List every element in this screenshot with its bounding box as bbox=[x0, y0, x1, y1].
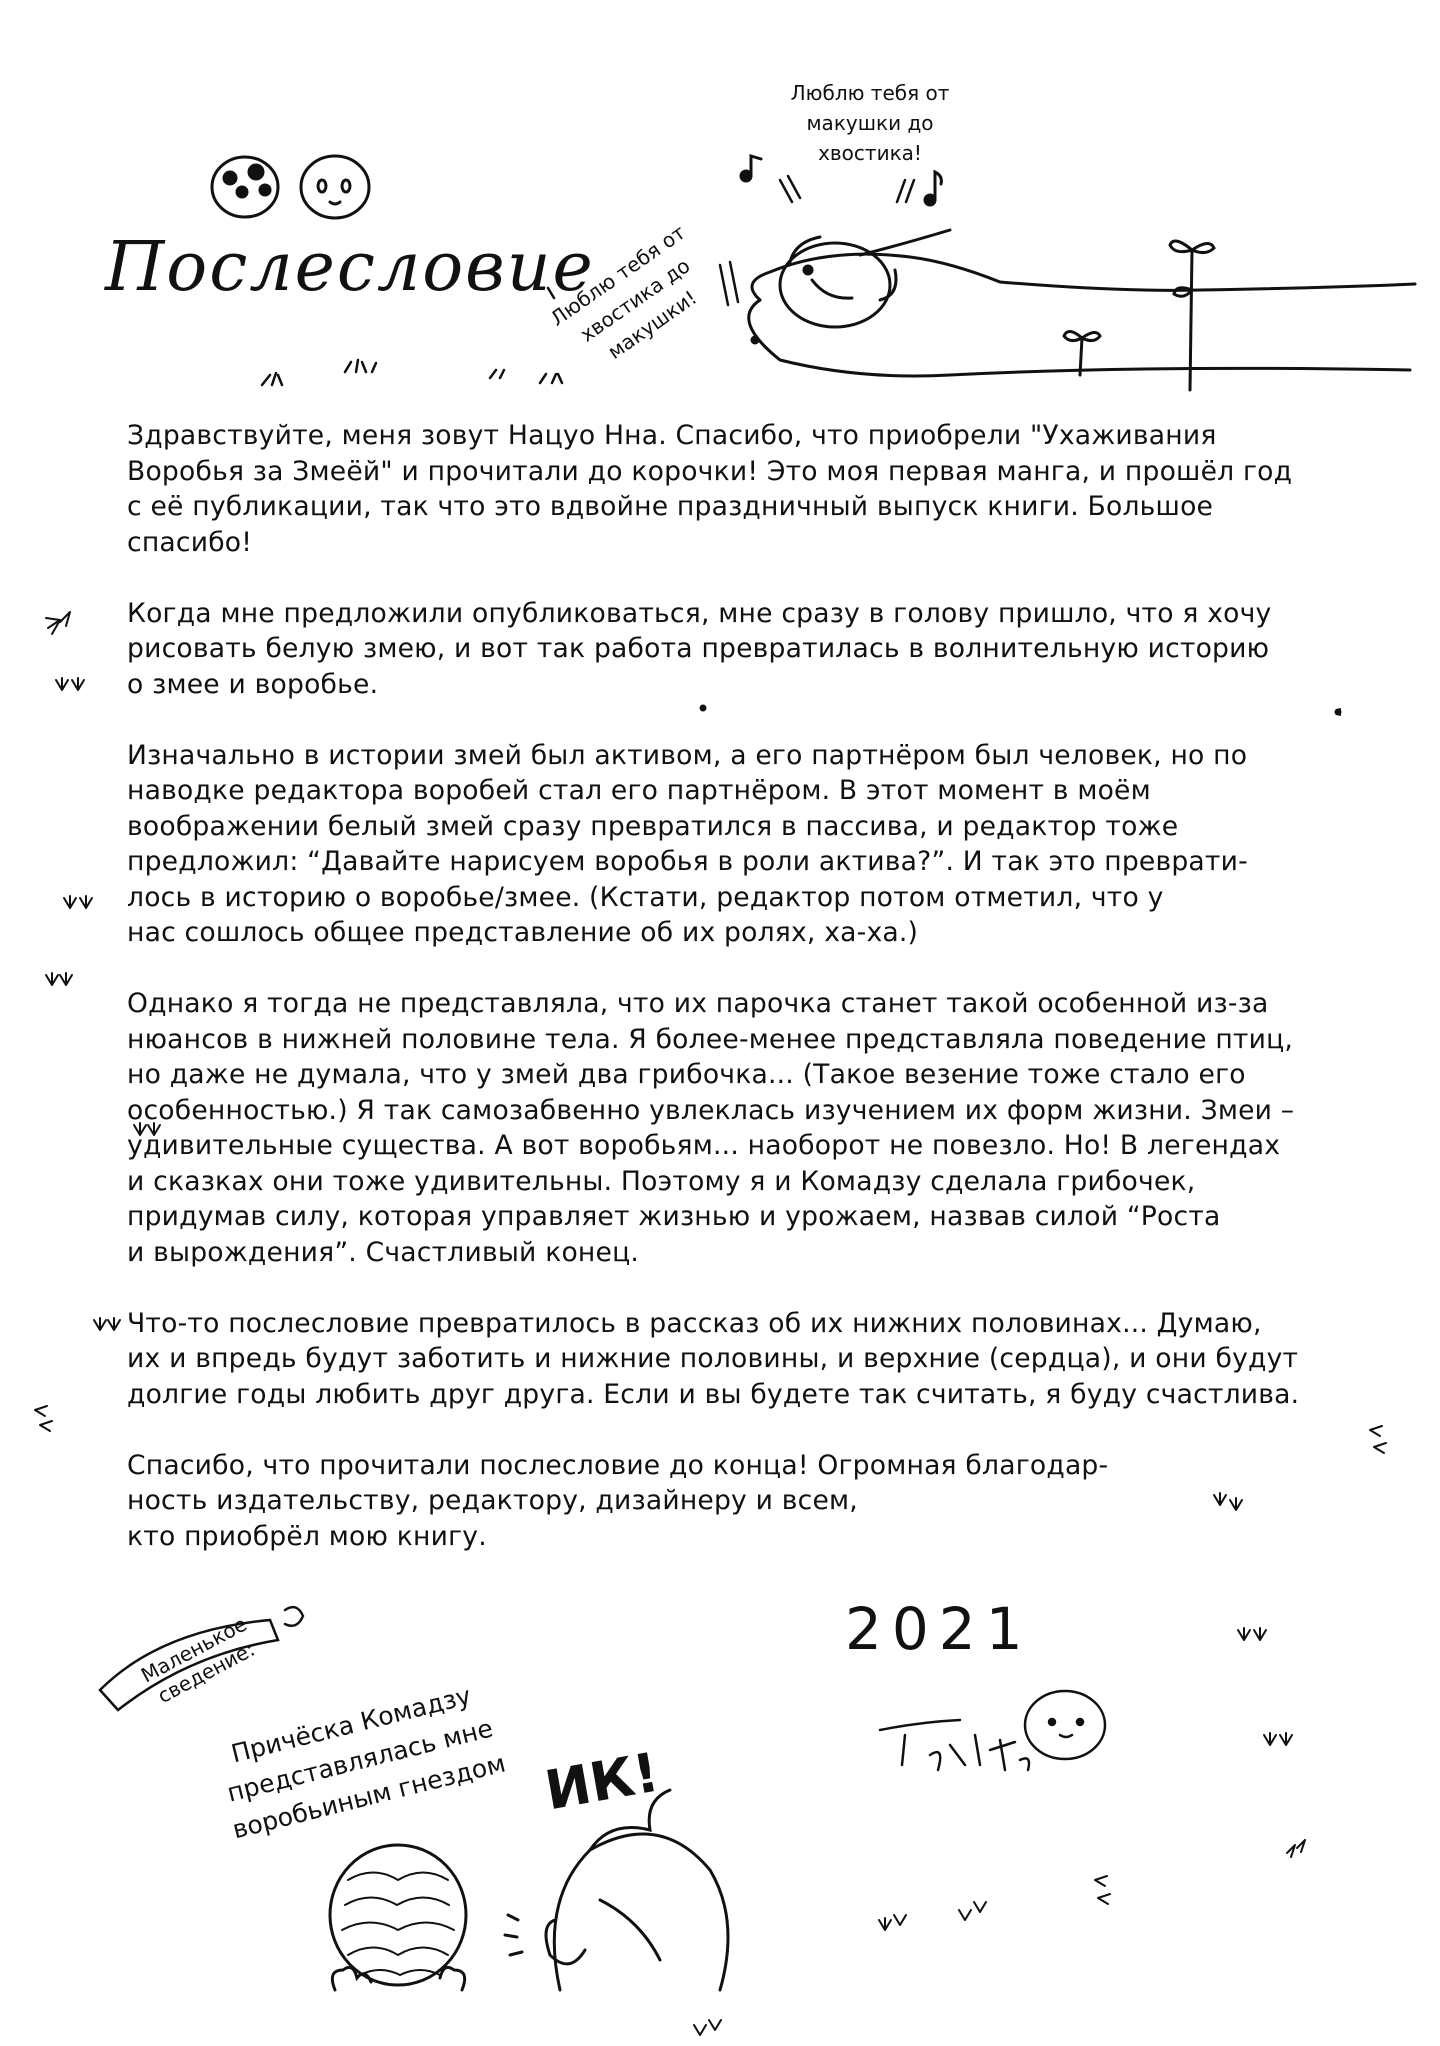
exclamation-text: ИК! bbox=[540, 1740, 664, 1823]
afterword-body bbox=[127, 418, 1357, 1590]
year-label: 2021 bbox=[845, 1595, 1033, 1663]
paragraph-1: Здравствуйте, меня зовут Нацуо Нна. Спасибо, что приобрели "Ухаживания Воробья за Змеёй" и прочитали до корочки! Это моя первая манга, и прошёл год с её публикации, так что это вдвойне праздничный выпуск книги. Большое спасибо! bbox=[127, 420, 1293, 558]
paragraph-2: Когда мне предложили опубликоваться, мне сразу в голову пришло, что я хочу рисовать белую змею, и вот так работа превратилась в волнительную историю о змее и воробье. bbox=[127, 597, 1272, 700]
paragraph-6: Спасибо, что прочитали послесловие до конца! Огромная благодар- ность издательству, редактору, дизайнеру и всем, кто приобрёл мою книгу. bbox=[127, 1449, 1109, 1552]
note-text: Причёска Комадзу представлялась мне воробьиным гнездом bbox=[224, 1680, 509, 1845]
paragraph-4: Однако я тогда не представляла, что их парочка станет такой особенной из-за нюансов в нижней половине тела. Я более-менее представляла поведение птиц, но даже не думала, что у змей два грибочка... (Такое везение тоже стало его особенностью.) Я так самозабвенно увлеклась изучением их форм жизни. Змеи – удивительные существа. А вот воробьям... наоборот не повезло. Но! В легендах и сказках они тоже удивительны. Поэтому я и Комадзу сделала грибочек, придумав силу, которая управляет жизнью и урожаем, назвав силой “Роста и вырождения”. Счастливый конец. bbox=[127, 988, 1295, 1268]
nest-hair-drawing bbox=[330, 1845, 466, 1990]
sparrow-face-icon bbox=[301, 156, 369, 218]
snake-face-icon bbox=[212, 157, 278, 217]
note-label: Маленькое сведение: bbox=[137, 1611, 259, 1709]
song-caption-top: Люблю тебя от макушки до хвостика! bbox=[790, 81, 950, 165]
author-signature bbox=[880, 1691, 1105, 1770]
white-snake-character-drawing bbox=[505, 1790, 728, 1990]
song-caption-rotated: Люблю тебя от хвостика до макушки! bbox=[545, 220, 702, 364]
page-title: Послесловие bbox=[105, 228, 595, 307]
grass-tufts bbox=[262, 360, 562, 385]
paragraph-3: Изначально в истории змей был активом, а его партнёром был человек, но по наводке редактора воробей стал его партнёром. В этот момент в моём воображении белый змей сразу превратился в пассива, и редактор тоже предложил: “Давайте нарисуем воробья в роли актива?”. И так это преврати- лось в историю о воробье/змее. (Кстати, редактор потом отметил, что у нас сошлось общее представление об их ролях, ха-ха.) bbox=[127, 739, 1248, 948]
paragraph-5: Что-то послесловие превратилось в рассказ об их нижних половинах... Думаю, их и впредь будут заботить и нижние половины, и верхние (сердца), и они будут долгие годы любить друг друга. Если и вы будете так считать, я буду счастлива. bbox=[127, 1307, 1300, 1410]
